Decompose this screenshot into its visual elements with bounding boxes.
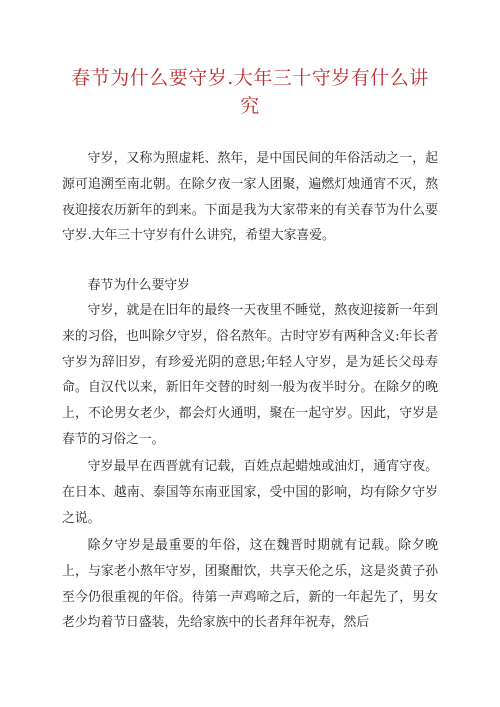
body-paragraph: 除夕守岁是最重要的年俗，这在魏晋时期就有记载。除夕晚上，与家老小熬年守岁，团聚酣饮，共享天伦之乐，这是炎黄子孙至今仍很重视的年俗。待第一声鸡啼之后，新的一年起先了，男女老少均着节日盛装，先给家族中的长者拜年祝寿，然后 [62,538,438,631]
body-paragraph: 守岁最早在西晋就有记载，百姓点起蜡烛或油灯，通宵守夜。在日本、越南、泰国等东南亚国家，受中国的影响，均有除夕守岁之说。 [62,459,438,526]
intro-paragraph: 守岁，又称为照虚耗、熬年，是中国民间的年俗活动之一，起源可追溯至南北朝。在除夕夜一家人团聚，遍燃灯烛通宵不灭，熬夜迎接农历新年的到来。下面是我为大家带来的有关春节为什么要守岁.大年三十守岁有什么讲究，希望大家喜爱。 [62,151,438,244]
body-paragraph: 守岁，就是在旧年的最终一天夜里不睡觉，熬夜迎接新一年到来的习俗，也叫除夕守岁，俗名熬年。古时守岁有两种含义:年长者守岁为辞旧岁，有珍爱光阴的意思;年轻人守岁，是为延长父母寿命。自汉代以来，新旧年交替的时刻一般为夜半时分。在除夕的晚上，不论男女老少，都会灯火通明，聚在一起守岁。因此，守岁是春节的习俗之一。 [62,303,438,447]
section-heading: 春节为什么要守岁 [87,278,190,293]
document-title: 春节为什么要守岁.大年三十守岁有什么讲究 [71,67,429,117]
